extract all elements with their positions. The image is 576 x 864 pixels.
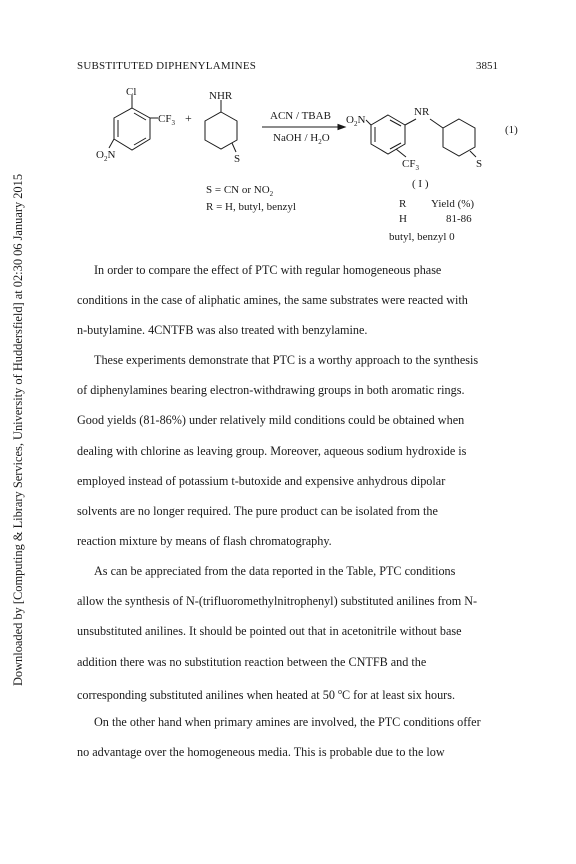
running-title: SUBSTITUTED DIPHENYLAMINES — [77, 60, 257, 72]
bond-product-no2 — [366, 120, 371, 125]
table-row-h-r: H — [399, 213, 407, 225]
reaction-scheme — [0, 85, 576, 255]
bond-product-nr-left — [405, 119, 416, 125]
text-line: dealing with chlorine as leaving group. Moreover, aqueous sodium hydroxide is — [77, 443, 467, 458]
paragraph-1 — [77, 255, 501, 346]
equation-number: (1) — [505, 124, 518, 136]
text-line: On the other hand when primary amines are involved, the PTC conditions offer — [94, 715, 481, 729]
text-segment: corresponding substituted anilines when heated at 50 — [77, 687, 338, 702]
text-line: In order to compare the effect of PTC with regular homogeneous phase — [94, 263, 442, 277]
table-row-h-yield: 81-86 — [446, 213, 472, 225]
table-header-r: R — [399, 198, 407, 210]
text-segment: C for at least six hours. — [341, 687, 456, 702]
paragraph-4 — [77, 707, 501, 767]
text-line: no advantage over the homogeneous media. This is probable due to the low — [77, 745, 445, 760]
reactant1-ring — [114, 108, 150, 150]
text-line: conditions in the case of aliphatic amines, the same substrates were reacted with — [77, 293, 468, 308]
reagent-below: NaOH / $H_2O$ — [273, 132, 330, 146]
definition-r: R = H, butyl, benzyl — [206, 201, 296, 213]
text-line: of diphenylamines bearing electron-withdrawing groups in both aromatic rings. — [77, 383, 465, 398]
label-o2n: $O_2N$ — [96, 149, 116, 163]
text-line: These experiments demonstrate that PTC is a worthy approach to the synthesis — [94, 353, 479, 367]
product-ring-right — [443, 119, 475, 156]
text-line: As can be appreciated from the data reported in the Table, PTC conditions — [94, 564, 456, 578]
page-number: 3851 — [476, 60, 498, 72]
label-cf3: $CF_3$ — [158, 113, 175, 127]
download-note: Downloaded by [Computing & Library Services, University of Huddersfield] at 02:30 06 January 2015 — [11, 173, 25, 687]
text-line: Good yields (81-86%) under relatively mild conditions could be obtained when — [77, 413, 465, 428]
definition-s: S = CN or $NO_2$ — [206, 184, 274, 198]
bond-product-nr-right — [430, 119, 443, 128]
label-product-cf3: $CF_3$ — [402, 158, 419, 172]
label-s-reactant: S — [234, 153, 241, 165]
reagent-above: ACN / TBAB — [270, 110, 331, 122]
label-s-product: S — [476, 158, 483, 170]
text-line: allow the synthesis of N-(trifluoromethylnitrophenyl) substituted anilines from N- — [77, 594, 478, 609]
degree-mark: o — [337, 686, 342, 696]
text-line: unsubstituted anilines. It should be pointed out that in acetonitrile without base — [77, 624, 462, 639]
bond-no2 — [109, 139, 114, 148]
paragraph-2 — [77, 345, 501, 556]
text-line: employed instead of potassium t-butoxide and expensive anhydrous dipolar — [77, 473, 446, 488]
table-header-yield: Yield (%) — [431, 198, 475, 210]
plus-sign: + — [185, 111, 192, 125]
label-nr: NR — [414, 106, 430, 118]
bond-product-cf3 — [396, 149, 406, 157]
text-line: reaction mixture by means of flash chromatography. — [77, 534, 332, 549]
text-line — [77, 677, 501, 710]
product-ring-left — [371, 115, 405, 154]
text-line: addition there was no substitution reaction between the CNTFB and the — [77, 654, 427, 669]
text-line: n-butylamine. 4CNTFB was also treated with benzylamine. — [77, 323, 368, 338]
table-row-butyl-benzyl: butyl, benzyl 0 — [389, 231, 455, 243]
label-product-o2n: $O_2N$ — [346, 114, 366, 128]
label-cl: Cl — [126, 86, 137, 98]
compound-label: ( I ) — [412, 178, 429, 190]
text-line: solvents are no longer required. The pure product can be isolated from the — [77, 504, 438, 519]
label-nhr: NHR — [209, 90, 233, 102]
paragraph-3 — [77, 556, 501, 710]
